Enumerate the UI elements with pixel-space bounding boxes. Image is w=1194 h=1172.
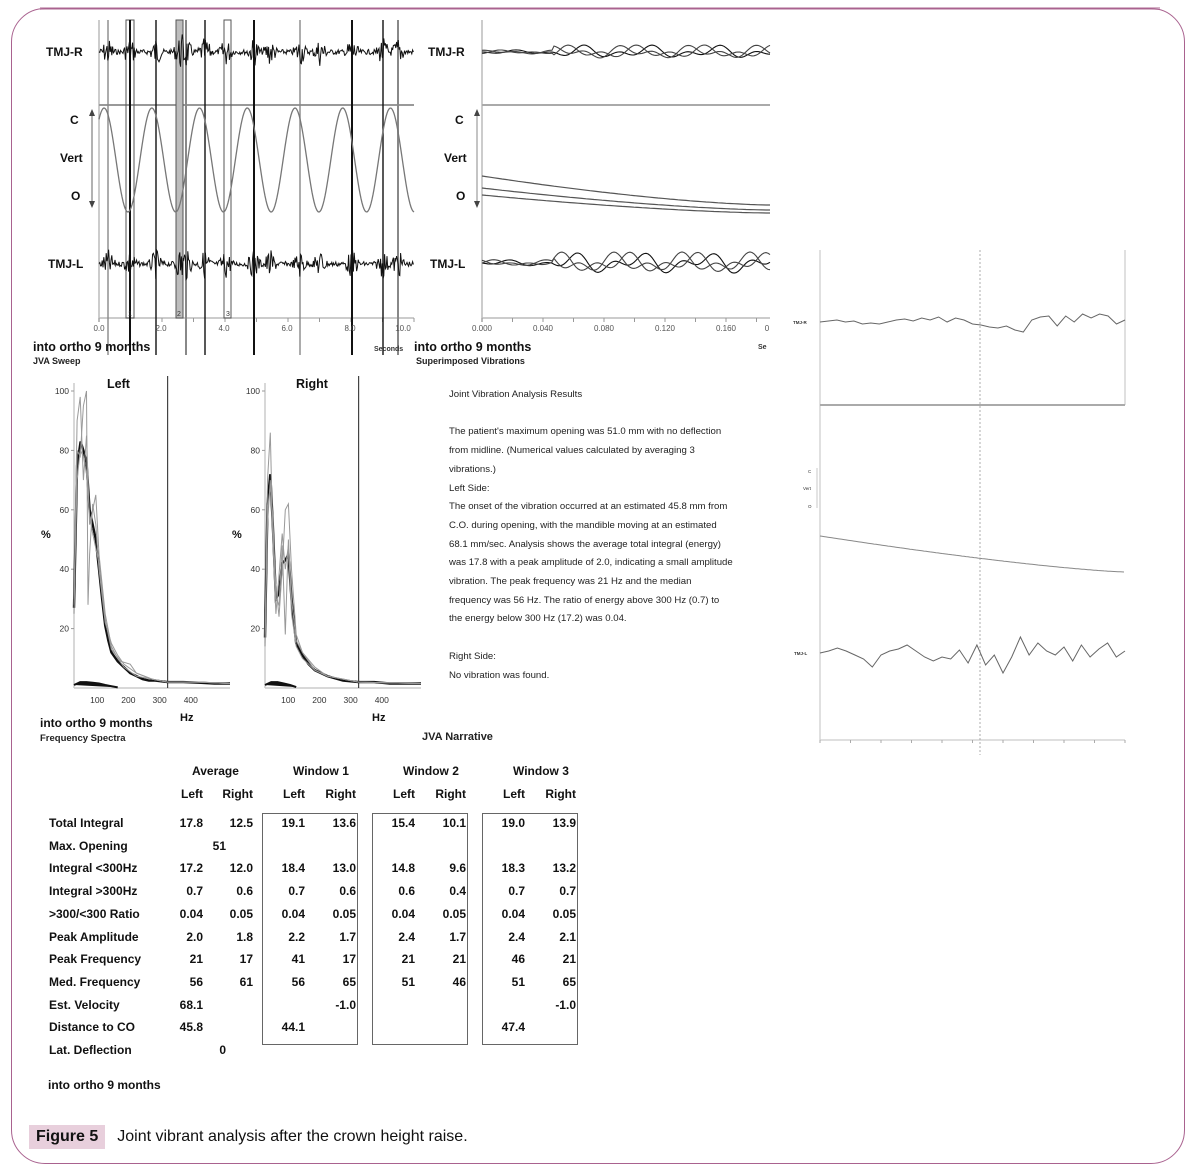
x-tick-label: 400 bbox=[374, 695, 389, 705]
table-cell: 0.6 bbox=[339, 884, 356, 899]
series-noise-floor bbox=[265, 682, 296, 687]
series-window-2 bbox=[265, 480, 421, 683]
subheader-left: Left bbox=[503, 787, 525, 801]
series-average bbox=[74, 442, 230, 684]
row-label: Peak Amplitude bbox=[49, 929, 139, 944]
subheader-left: Left bbox=[181, 787, 203, 801]
vertical-motion-trace bbox=[482, 195, 770, 213]
table-cell: 17 bbox=[239, 952, 253, 967]
y-tick-label: 60 bbox=[250, 504, 260, 515]
x-tick-label: 300 bbox=[152, 695, 167, 705]
sweep-label-vert: Vert bbox=[60, 151, 83, 165]
row-label: Max. Opening bbox=[49, 838, 128, 853]
window-marker: 2 bbox=[177, 311, 181, 318]
table-cell: 10.1 bbox=[442, 816, 466, 830]
row-label: >300/<300 Ratio bbox=[49, 906, 140, 921]
y-tick-label: 100 bbox=[54, 386, 69, 396]
table-cell: 0 bbox=[219, 1043, 226, 1057]
group-header-window-3: Window 3 bbox=[513, 764, 569, 778]
table-cell: 12.0 bbox=[229, 861, 253, 876]
spectrum-left-xlabel: Hz bbox=[180, 712, 194, 724]
table-cell: 17 bbox=[342, 952, 356, 967]
x-tick-label: 200 bbox=[121, 695, 136, 705]
table-cell: 0.4 bbox=[449, 884, 466, 899]
vertical-motion-trace bbox=[820, 536, 1124, 572]
narrative-line: The onset of the vibration occurred at an estimated 45.8 mm from bbox=[449, 501, 728, 513]
table-cell: 21 bbox=[452, 952, 466, 967]
group-header-average: Average bbox=[192, 764, 239, 778]
y-tick-label: 100 bbox=[245, 386, 260, 396]
subheader-left: Left bbox=[393, 787, 415, 801]
row-label: Distance to CO bbox=[49, 1020, 136, 1035]
table-cell: 0.04 bbox=[501, 906, 525, 921]
sweep-label-tmj-l: TMJ-L bbox=[48, 257, 84, 271]
narrative-line: from midline. (Numerical values calculated by averaging 3 bbox=[449, 445, 695, 457]
table-cell: 0.05 bbox=[332, 906, 356, 921]
table-cell: 17.8 bbox=[179, 816, 203, 830]
table-cell: 15.4 bbox=[391, 816, 415, 830]
narrative-line: 68.1 mm/sec. Analysis shows the average total integral (energy) bbox=[449, 538, 721, 550]
zoom-label-vert: Vert bbox=[803, 486, 812, 491]
window-marker: 1 bbox=[128, 311, 132, 318]
table-cell: 19.1 bbox=[281, 816, 305, 830]
spectra-title: into ortho 9 months bbox=[40, 716, 153, 730]
super-label-tmj-r: TMJ-R bbox=[428, 45, 465, 59]
table-cell: 2.1 bbox=[559, 929, 576, 944]
sweep-x-tick: 6.0 bbox=[281, 324, 293, 333]
row-label: Total Integral bbox=[49, 816, 124, 830]
table-cell: 44.1 bbox=[281, 1020, 305, 1035]
series-window-3 bbox=[74, 450, 230, 683]
y-tick-label: 40 bbox=[59, 564, 69, 575]
table-cell: -1.0 bbox=[335, 997, 356, 1012]
spectrum-right bbox=[246, 376, 421, 705]
group-header-window-2: Window 2 bbox=[403, 764, 459, 778]
frequency-spectra bbox=[0, 370, 440, 750]
table-cell: 17.2 bbox=[179, 861, 203, 876]
table-cell: 46 bbox=[511, 952, 525, 967]
table-cell: 18.4 bbox=[281, 861, 305, 876]
spectrum-right-ylabel: % bbox=[232, 529, 242, 541]
table-cell: 56 bbox=[291, 974, 305, 989]
super-x-tick: 0.000 bbox=[471, 324, 493, 333]
series-window-3 bbox=[265, 486, 421, 684]
row-label: Lat. Deflection bbox=[49, 1043, 132, 1057]
row-label: Integral >300Hz bbox=[49, 884, 138, 899]
table-cell: 0.7 bbox=[559, 884, 576, 899]
table-cell: 0.05 bbox=[442, 906, 466, 921]
row-label: Est. Velocity bbox=[49, 997, 120, 1012]
x-tick-label: 400 bbox=[183, 695, 198, 705]
spectrum-left-ylabel: % bbox=[41, 529, 51, 541]
superimposed-plot bbox=[0, 0, 790, 370]
narrative-line: The patient's maximum opening was 51.0 mm with no deflection bbox=[449, 426, 722, 438]
tmj-l-zoom-trace bbox=[820, 637, 1125, 673]
figure-caption-text: Joint vibrant analysis after the crown height raise. bbox=[117, 1128, 468, 1145]
vertical-motion-trace bbox=[482, 176, 770, 205]
table-cell: 65 bbox=[562, 974, 576, 989]
table-cell: 2.4 bbox=[508, 929, 525, 944]
super-x-tick: 0.160 bbox=[715, 324, 737, 333]
table-cell: 56 bbox=[189, 974, 203, 989]
zoom-label-o: O bbox=[808, 504, 812, 509]
y-tick-label: 80 bbox=[250, 445, 260, 456]
table-cell: 21 bbox=[562, 952, 576, 967]
super-x-tick: 0 bbox=[764, 324, 770, 333]
table-cell: 65 bbox=[342, 974, 356, 989]
table-footer: into ortho 9 months bbox=[48, 1078, 161, 1092]
window-marker: 3 bbox=[226, 311, 230, 318]
table-cell: 19.0 bbox=[501, 816, 525, 830]
table-cell: 14.8 bbox=[391, 861, 415, 876]
narrative-heading: Joint Vibration Analysis Results bbox=[449, 389, 583, 400]
group-header-window-1: Window 1 bbox=[293, 764, 349, 778]
y-tick-label: 20 bbox=[250, 623, 260, 634]
narrative-footer: JVA Narrative bbox=[422, 731, 493, 743]
y-tick-label: 80 bbox=[59, 445, 69, 456]
tmj-r-superimposed-trace bbox=[482, 45, 770, 57]
table-cell: 0.05 bbox=[552, 906, 576, 921]
table-cell: 61 bbox=[239, 974, 253, 989]
table-cell: 0.6 bbox=[398, 884, 415, 899]
table-cell: 2.0 bbox=[186, 929, 203, 944]
table-cell: 46 bbox=[452, 974, 466, 989]
super-title: into ortho 9 months bbox=[414, 340, 532, 354]
zoom-label-c: C bbox=[808, 469, 812, 474]
table-cell: 1.7 bbox=[449, 929, 466, 944]
table-cell: 0.04 bbox=[391, 906, 415, 921]
narrative-line: Left Side: bbox=[449, 482, 490, 494]
arrow-up-icon bbox=[474, 109, 480, 116]
table-cell: 45.8 bbox=[179, 1020, 203, 1035]
zoom-label-tmj-r: TMJ-R bbox=[793, 320, 807, 325]
table-cell: 51 bbox=[401, 974, 415, 989]
x-tick-label: 100 bbox=[90, 695, 105, 705]
row-label: Integral <300Hz bbox=[49, 861, 138, 876]
zoomed-trace-plot bbox=[780, 240, 1160, 770]
x-tick-label: 200 bbox=[312, 695, 327, 705]
super-subtitle: Superimposed Vibrations bbox=[416, 356, 525, 366]
subheader-right: Right bbox=[545, 787, 576, 801]
figure-caption bbox=[29, 1123, 468, 1151]
subheader-right: Right bbox=[435, 787, 466, 801]
table-cell: 0.7 bbox=[508, 884, 525, 899]
table-cell: 13.2 bbox=[552, 861, 576, 876]
super-label-o: O bbox=[456, 189, 466, 203]
table-cell: 0.7 bbox=[288, 884, 305, 899]
narrative-line: vibrations.) bbox=[449, 463, 496, 475]
figure-label: Figure 5 bbox=[29, 1125, 105, 1149]
table-cell: 2.2 bbox=[288, 929, 305, 944]
sweep-x-tick: 10.0 bbox=[395, 324, 411, 333]
table-cell: 21 bbox=[401, 952, 415, 967]
narrative-line: was 17.8 with a peak amplitude of 2.0, indicating a small amplitude bbox=[449, 557, 733, 569]
super-label-vert: Vert bbox=[444, 151, 467, 165]
subheader-left: Left bbox=[283, 787, 305, 801]
sweep-label-c: C bbox=[70, 113, 79, 127]
table-cell: 9.6 bbox=[449, 861, 466, 876]
zoom-label-tmj-l: TMJ-L bbox=[794, 651, 808, 656]
table-cell: 2.4 bbox=[398, 929, 415, 944]
table-cell: 0.7 bbox=[186, 884, 203, 899]
spectrum-right-title: Right bbox=[296, 377, 328, 391]
sweep-title: into ortho 9 months bbox=[33, 340, 151, 354]
series-window-2 bbox=[74, 391, 230, 684]
table-cell: 68.1 bbox=[179, 997, 203, 1012]
table-cell: 51 bbox=[212, 838, 226, 853]
tmj-r-zoom-trace bbox=[820, 314, 1125, 332]
y-tick-label: 20 bbox=[59, 623, 69, 634]
sweep-label-o: O bbox=[71, 189, 81, 203]
jva-narrative bbox=[449, 386, 769, 685]
y-tick-label: 60 bbox=[59, 504, 69, 515]
super-x-tick: 0.120 bbox=[654, 324, 676, 333]
super-x-tick: 0.080 bbox=[593, 324, 615, 333]
series-noise-floor bbox=[74, 682, 118, 687]
super-label-c: C bbox=[455, 113, 464, 127]
x-tick-label: 100 bbox=[281, 695, 296, 705]
sweep-x-tick: 2.0 bbox=[155, 324, 167, 333]
row-label: Peak Frequency bbox=[49, 952, 142, 967]
table-cell: 18.3 bbox=[501, 861, 525, 876]
table-cell: 0.04 bbox=[281, 906, 305, 921]
table-cell: 1.7 bbox=[339, 929, 356, 944]
table-cell: 0.05 bbox=[229, 906, 253, 921]
x-tick-label: 300 bbox=[343, 695, 358, 705]
table-cell: 13.0 bbox=[332, 861, 356, 876]
table-cell: 21 bbox=[189, 952, 203, 967]
sweep-x-tick: 8.0 bbox=[344, 324, 356, 333]
table-cell: 51 bbox=[511, 974, 525, 989]
tmj-l-superimposed-trace bbox=[482, 252, 770, 270]
subheader-right: Right bbox=[325, 787, 356, 801]
table-cell: 1.8 bbox=[236, 929, 253, 944]
table-cell: 13.6 bbox=[332, 816, 356, 830]
sweep-x-tick: 4.0 bbox=[218, 324, 230, 333]
arrow-down-icon bbox=[474, 201, 480, 208]
sweep-subtitle: JVA Sweep bbox=[33, 356, 81, 366]
narrative-line: C.O. during opening, with the mandible moving at an estimated bbox=[449, 519, 717, 531]
spectra-subtitle: Frequency Spectra bbox=[40, 733, 126, 744]
super-x-tick: 0.040 bbox=[532, 324, 554, 333]
spectrum-right-xlabel: Hz bbox=[372, 712, 386, 724]
table-cell: 41 bbox=[291, 952, 305, 967]
sweep-x-unit: Seconds bbox=[374, 346, 404, 353]
y-tick-label: 40 bbox=[250, 564, 260, 575]
table-cell: 13.9 bbox=[552, 816, 576, 830]
narrative-line: frequency was 56 Hz. The ratio of energy above 300 Hz (0.7) to bbox=[449, 594, 720, 606]
table-cell: -1.0 bbox=[555, 997, 576, 1012]
super-label-tmj-l: TMJ-L bbox=[430, 257, 466, 271]
row-label: Med. Frequency bbox=[49, 974, 141, 989]
narrative-right-heading: Right Side: bbox=[449, 650, 496, 662]
spectrum-left-title: Left bbox=[107, 377, 130, 391]
sweep-label-tmj-r: TMJ-R bbox=[46, 45, 83, 59]
sweep-x-tick: 0.0 bbox=[93, 324, 105, 333]
spectrum-left bbox=[55, 376, 230, 705]
super-x-unit: Se bbox=[758, 344, 767, 351]
table-cell: 0.04 bbox=[179, 906, 203, 921]
table-cell: 47.4 bbox=[501, 1020, 525, 1035]
table-cell: 0.6 bbox=[236, 884, 253, 899]
narrative-right-text: No vibration was found. bbox=[449, 669, 550, 681]
narrative-line: the energy below 300 Hz (17.2) was 0.04. bbox=[449, 613, 627, 625]
narrative-line: vibration. The peak frequency was 21 Hz and the median bbox=[449, 576, 692, 588]
table-cell: 12.5 bbox=[229, 816, 253, 830]
subheader-right: Right bbox=[222, 787, 253, 801]
